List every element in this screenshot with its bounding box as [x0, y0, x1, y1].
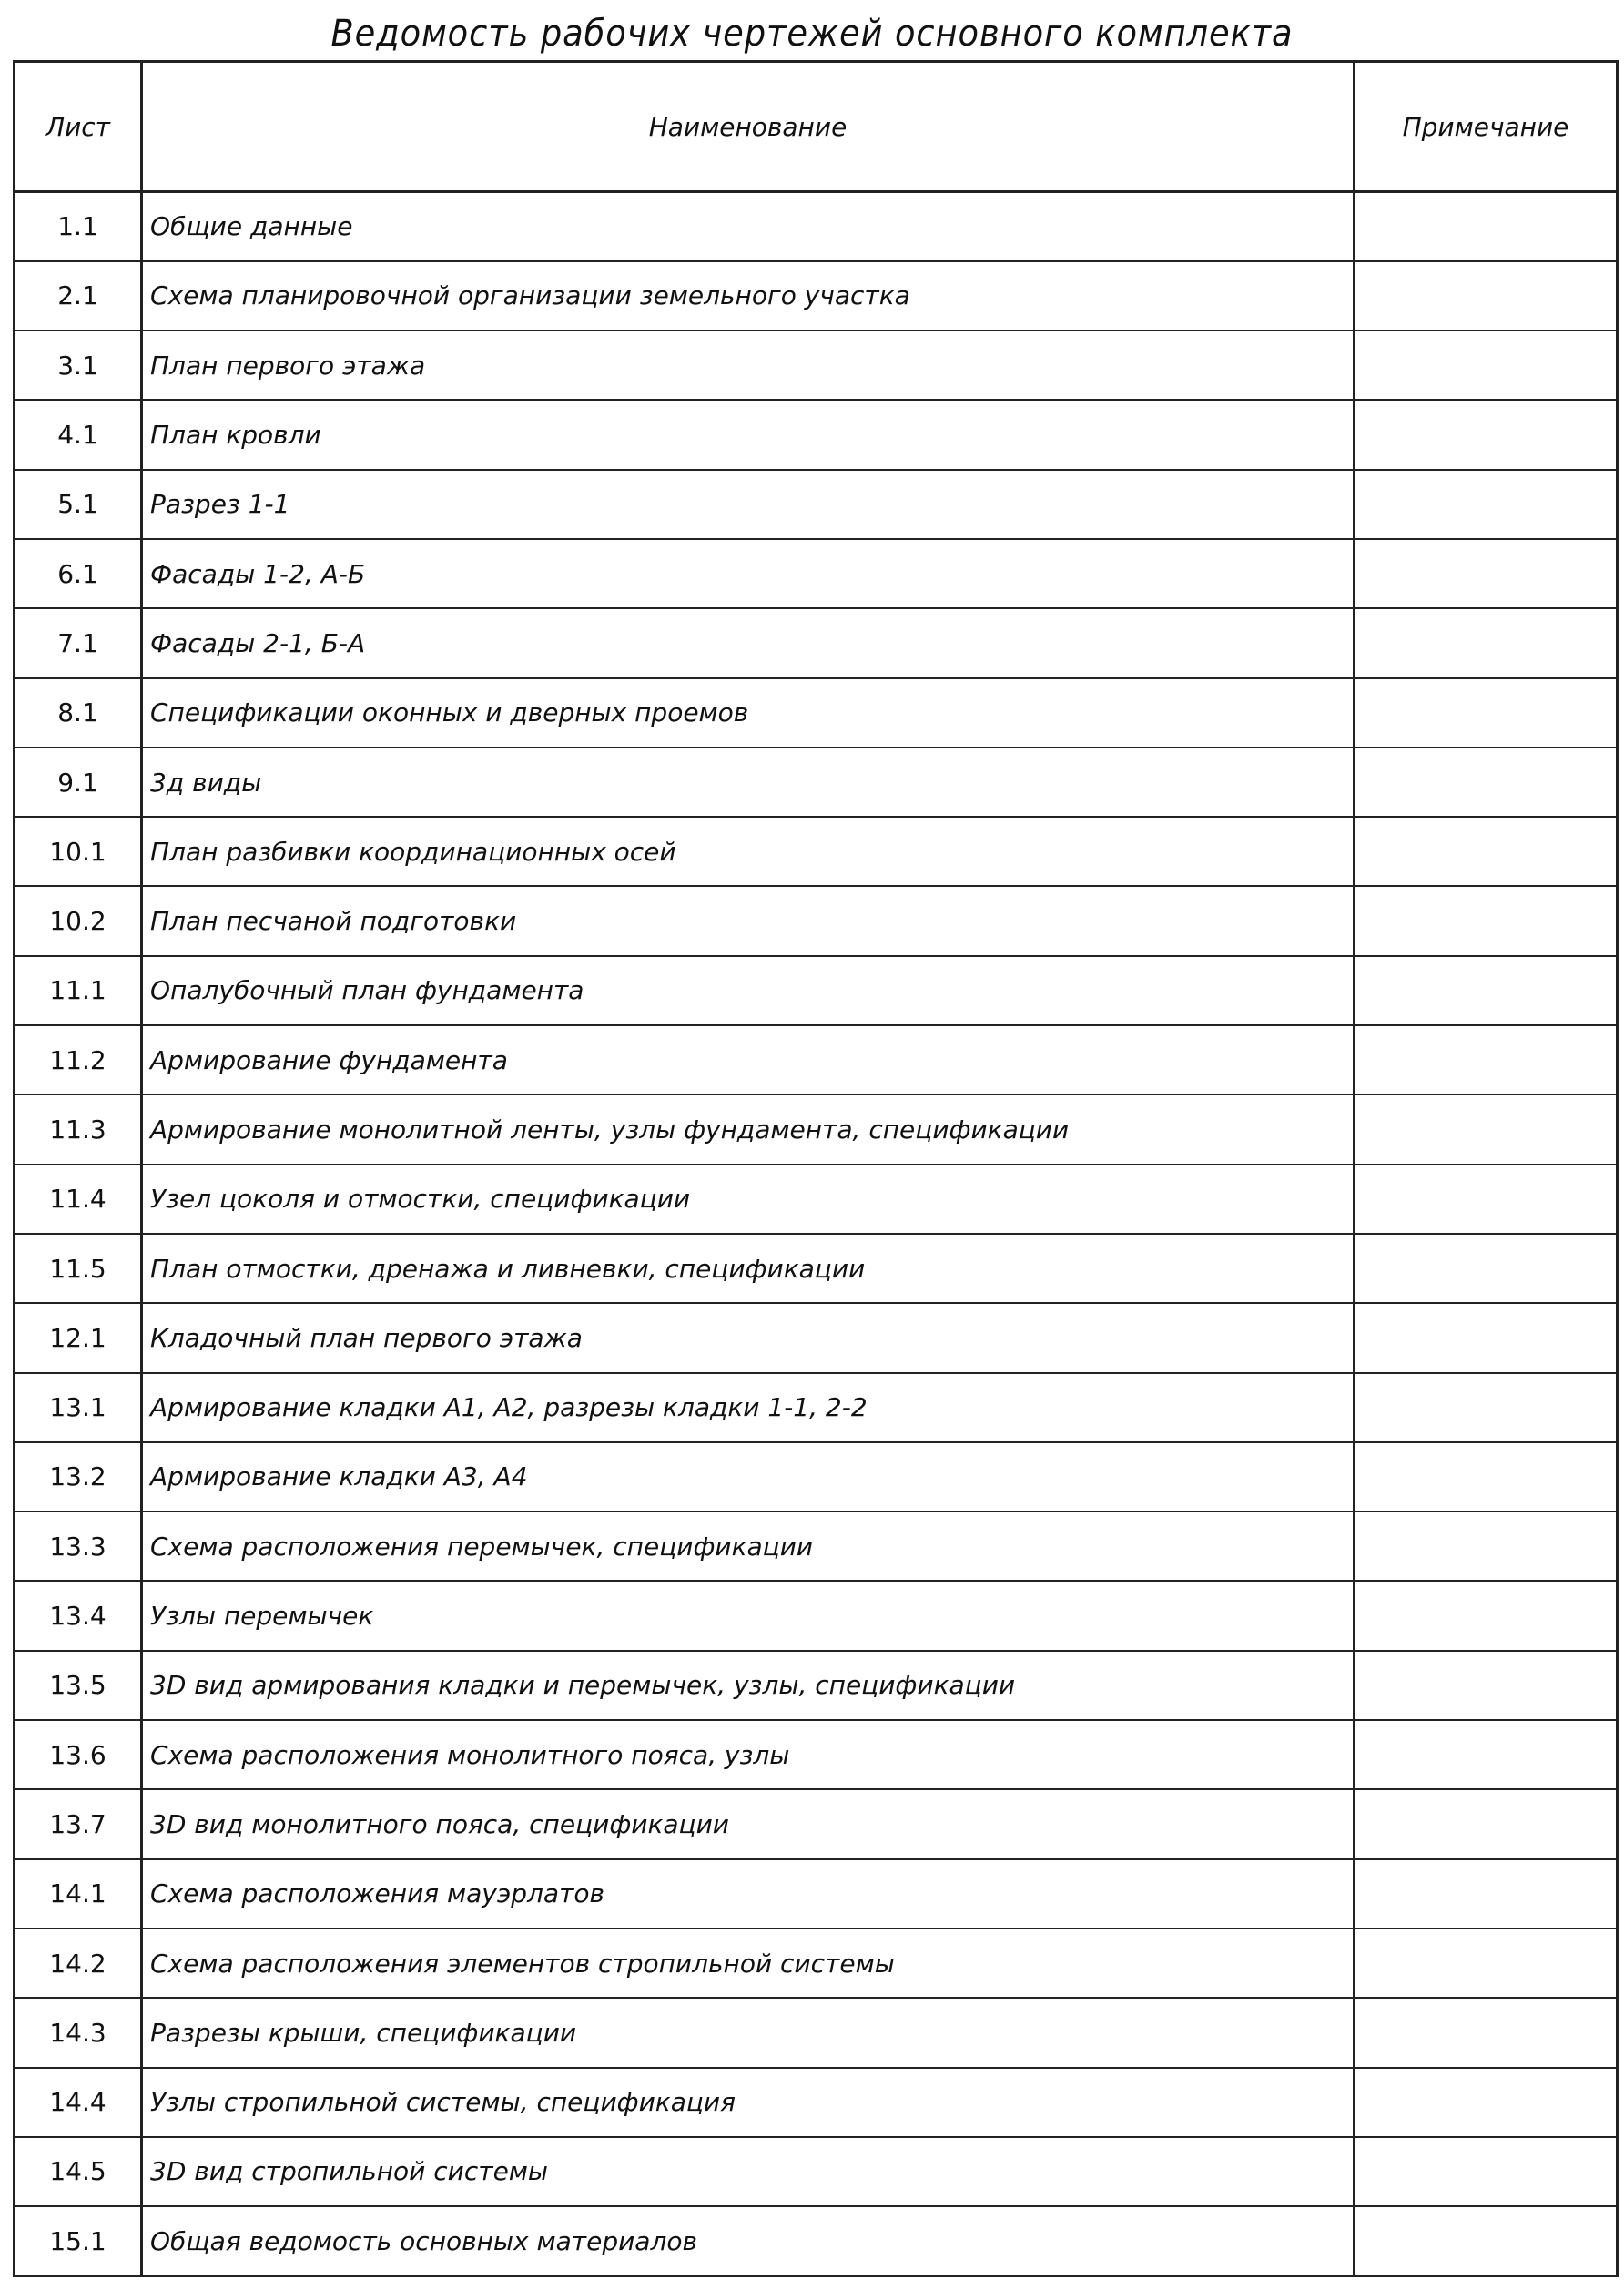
- table-row: [15, 1165, 1618, 1234]
- sheet-name-cell: План кровли: [142, 400, 1355, 469]
- table-row: [15, 1581, 1618, 1650]
- sheet-name-cell: Разрезы крыши, спецификации: [142, 1998, 1355, 2067]
- sheet-name-cell: Схема планировочной организации земельного участка: [142, 261, 1355, 331]
- table-row: [15, 1025, 1618, 1094]
- sheet-name-cell: Схема расположения монолитного пояса, узлы: [142, 1720, 1355, 1789]
- table-row: [15, 748, 1618, 817]
- note-cell: [1355, 748, 1618, 817]
- table-header: [15, 62, 1618, 192]
- table-row: [15, 1234, 1618, 1303]
- sheet-number-cell: 13.7: [15, 1789, 142, 1858]
- header-row: [15, 62, 1618, 192]
- sheet-number-cell: 5.1: [15, 470, 142, 539]
- sheet-number-cell: 6.1: [15, 539, 142, 608]
- note-cell: [1355, 2137, 1618, 2206]
- note-cell: [1355, 608, 1618, 677]
- table-row: [15, 1094, 1618, 1164]
- sheet-number-cell: 13.2: [15, 1442, 142, 1512]
- table-row: [15, 1651, 1618, 1720]
- note-cell: [1355, 331, 1618, 400]
- table-row: [15, 678, 1618, 748]
- note-cell: [1355, 956, 1618, 1025]
- sheet-name-cell: Схема расположения перемычек, спецификации: [142, 1512, 1355, 1581]
- note-cell: [1355, 1165, 1618, 1234]
- sheet-number-cell: 4.1: [15, 400, 142, 469]
- table-row: [15, 608, 1618, 677]
- sheet-name-cell: План разбивки координационных осей: [142, 817, 1355, 886]
- drawings-register-table: [13, 60, 1619, 2277]
- sheet-name-cell: Армирование фундамента: [142, 1025, 1355, 1094]
- table-row: [15, 261, 1618, 331]
- sheet-number-cell: 3.1: [15, 331, 142, 400]
- note-cell: [1355, 2068, 1618, 2137]
- table-row: [15, 400, 1618, 469]
- note-cell: [1355, 261, 1618, 331]
- note-cell: [1355, 1094, 1618, 1164]
- table-row: [15, 2137, 1618, 2206]
- table-row: [15, 539, 1618, 608]
- sheet-name-cell: 3D вид армирования кладки и перемычек, узлы, спецификации: [142, 1651, 1355, 1720]
- sheet-name-cell: Общие данные: [142, 192, 1355, 261]
- sheet-name-cell: 3д виды: [142, 748, 1355, 817]
- sheet-name-cell: 3D вид стропильной системы: [142, 2137, 1355, 2206]
- sheet-name-cell: Схема расположения мауэрлатов: [142, 1859, 1355, 1929]
- document-title: Ведомость рабочих чертежей основного комплекта: [330, 13, 1294, 55]
- sheet-name-cell: Узел цоколя и отмостки, спецификации: [142, 1165, 1355, 1234]
- sheet-number-cell: 12.1: [15, 1303, 142, 1372]
- sheet-number-cell: 13.6: [15, 1720, 142, 1789]
- sheet-name-cell: План отмостки, дренажа и ливневки, спецификации: [142, 1234, 1355, 1303]
- sheet-number-cell: 9.1: [15, 748, 142, 817]
- note-cell: [1355, 192, 1618, 261]
- sheet-number-cell: 14.1: [15, 1859, 142, 1929]
- sheet-name-cell: Разрез 1-1: [142, 470, 1355, 539]
- sheet-number-cell: 14.2: [15, 1929, 142, 1998]
- table-row: [15, 1303, 1618, 1372]
- sheet-name-cell: Армирование кладки А1, А2, разрезы кладки 1-1, 2-2: [142, 1373, 1355, 1442]
- note-cell: [1355, 539, 1618, 608]
- table-row: [15, 2206, 1618, 2275]
- note-cell: [1355, 1998, 1618, 2067]
- table-row: [15, 1373, 1618, 1442]
- column-header-name: Наименование: [142, 62, 1355, 192]
- table-row: [15, 1859, 1618, 1929]
- note-cell: [1355, 1789, 1618, 1858]
- sheet-name-cell: Кладочный план первого этажа: [142, 1303, 1355, 1372]
- sheet-number-cell: 1.1: [15, 192, 142, 261]
- table-row: [15, 1998, 1618, 2067]
- sheet-number-cell: 8.1: [15, 678, 142, 748]
- column-header-sheet: Лист: [15, 62, 142, 192]
- sheet-number-cell: 10.2: [15, 886, 142, 955]
- note-cell: [1355, 1581, 1618, 1650]
- note-cell: [1355, 1929, 1618, 1998]
- sheet-number-cell: 15.1: [15, 2206, 142, 2275]
- table-row: [15, 2068, 1618, 2137]
- note-cell: [1355, 1373, 1618, 1442]
- sheet-number-cell: 14.5: [15, 2137, 142, 2206]
- sheet-number-cell: 11.2: [15, 1025, 142, 1094]
- table-row: [15, 956, 1618, 1025]
- column-header-note: Примечание: [1355, 62, 1618, 192]
- sheet-number-cell: 14.3: [15, 1998, 142, 2067]
- table-row: [15, 1929, 1618, 1998]
- note-cell: [1355, 400, 1618, 469]
- sheet-number-cell: 11.3: [15, 1094, 142, 1164]
- sheet-name-cell: Схема расположения элементов стропильной системы: [142, 1929, 1355, 1998]
- table-row: [15, 331, 1618, 400]
- sheet-number-cell: 14.4: [15, 2068, 142, 2137]
- note-cell: [1355, 1442, 1618, 1512]
- sheet-name-cell: Узлы стропильной системы, спецификация: [142, 2068, 1355, 2137]
- sheet-number-cell: 13.5: [15, 1651, 142, 1720]
- note-cell: [1355, 886, 1618, 955]
- sheet-number-cell: 2.1: [15, 261, 142, 331]
- note-cell: [1355, 1720, 1618, 1789]
- sheet-number-cell: 13.1: [15, 1373, 142, 1442]
- note-cell: [1355, 1859, 1618, 1929]
- table-row: [15, 1442, 1618, 1512]
- table-row: [15, 817, 1618, 886]
- note-cell: [1355, 470, 1618, 539]
- note-cell: [1355, 678, 1618, 748]
- sheet-number-cell: 13.4: [15, 1581, 142, 1650]
- sheet-name-cell: План песчаной подготовки: [142, 886, 1355, 955]
- sheet-name-cell: Фасады 1-2, А-Б: [142, 539, 1355, 608]
- table-body: [15, 192, 1618, 2276]
- sheet-name-cell: Общая ведомость основных материалов: [142, 2206, 1355, 2275]
- note-cell: [1355, 1303, 1618, 1372]
- sheet-name-cell: Армирование кладки А3, А4: [142, 1442, 1355, 1512]
- sheet-name-cell: Опалубочный план фундамента: [142, 956, 1355, 1025]
- note-cell: [1355, 1234, 1618, 1303]
- sheet-number-cell: 13.3: [15, 1512, 142, 1581]
- sheet-name-cell: 3D вид монолитного пояса, спецификации: [142, 1789, 1355, 1858]
- sheet-name-cell: Спецификации оконных и дверных проемов: [142, 678, 1355, 748]
- sheet-number-cell: 10.1: [15, 817, 142, 886]
- sheet-name-cell: План первого этажа: [142, 331, 1355, 400]
- note-cell: [1355, 1025, 1618, 1094]
- note-cell: [1355, 1512, 1618, 1581]
- note-cell: [1355, 1651, 1618, 1720]
- table-row: [15, 1512, 1618, 1581]
- table-row: [15, 470, 1618, 539]
- note-cell: [1355, 817, 1618, 886]
- table-row: [15, 1789, 1618, 1858]
- table-row: [15, 1720, 1618, 1789]
- table-row: [15, 192, 1618, 261]
- sheet-name-cell: Фасады 2-1, Б-А: [142, 608, 1355, 677]
- sheet-number-cell: 7.1: [15, 608, 142, 677]
- sheet-number-cell: 11.4: [15, 1165, 142, 1234]
- table-row: [15, 886, 1618, 955]
- sheet-number-cell: 11.5: [15, 1234, 142, 1303]
- sheet-name-cell: Армирование монолитной ленты, узлы фундамента, спецификации: [142, 1094, 1355, 1164]
- sheet-number-cell: 11.1: [15, 956, 142, 1025]
- note-cell: [1355, 2206, 1618, 2275]
- sheet-name-cell: Узлы перемычек: [142, 1581, 1355, 1650]
